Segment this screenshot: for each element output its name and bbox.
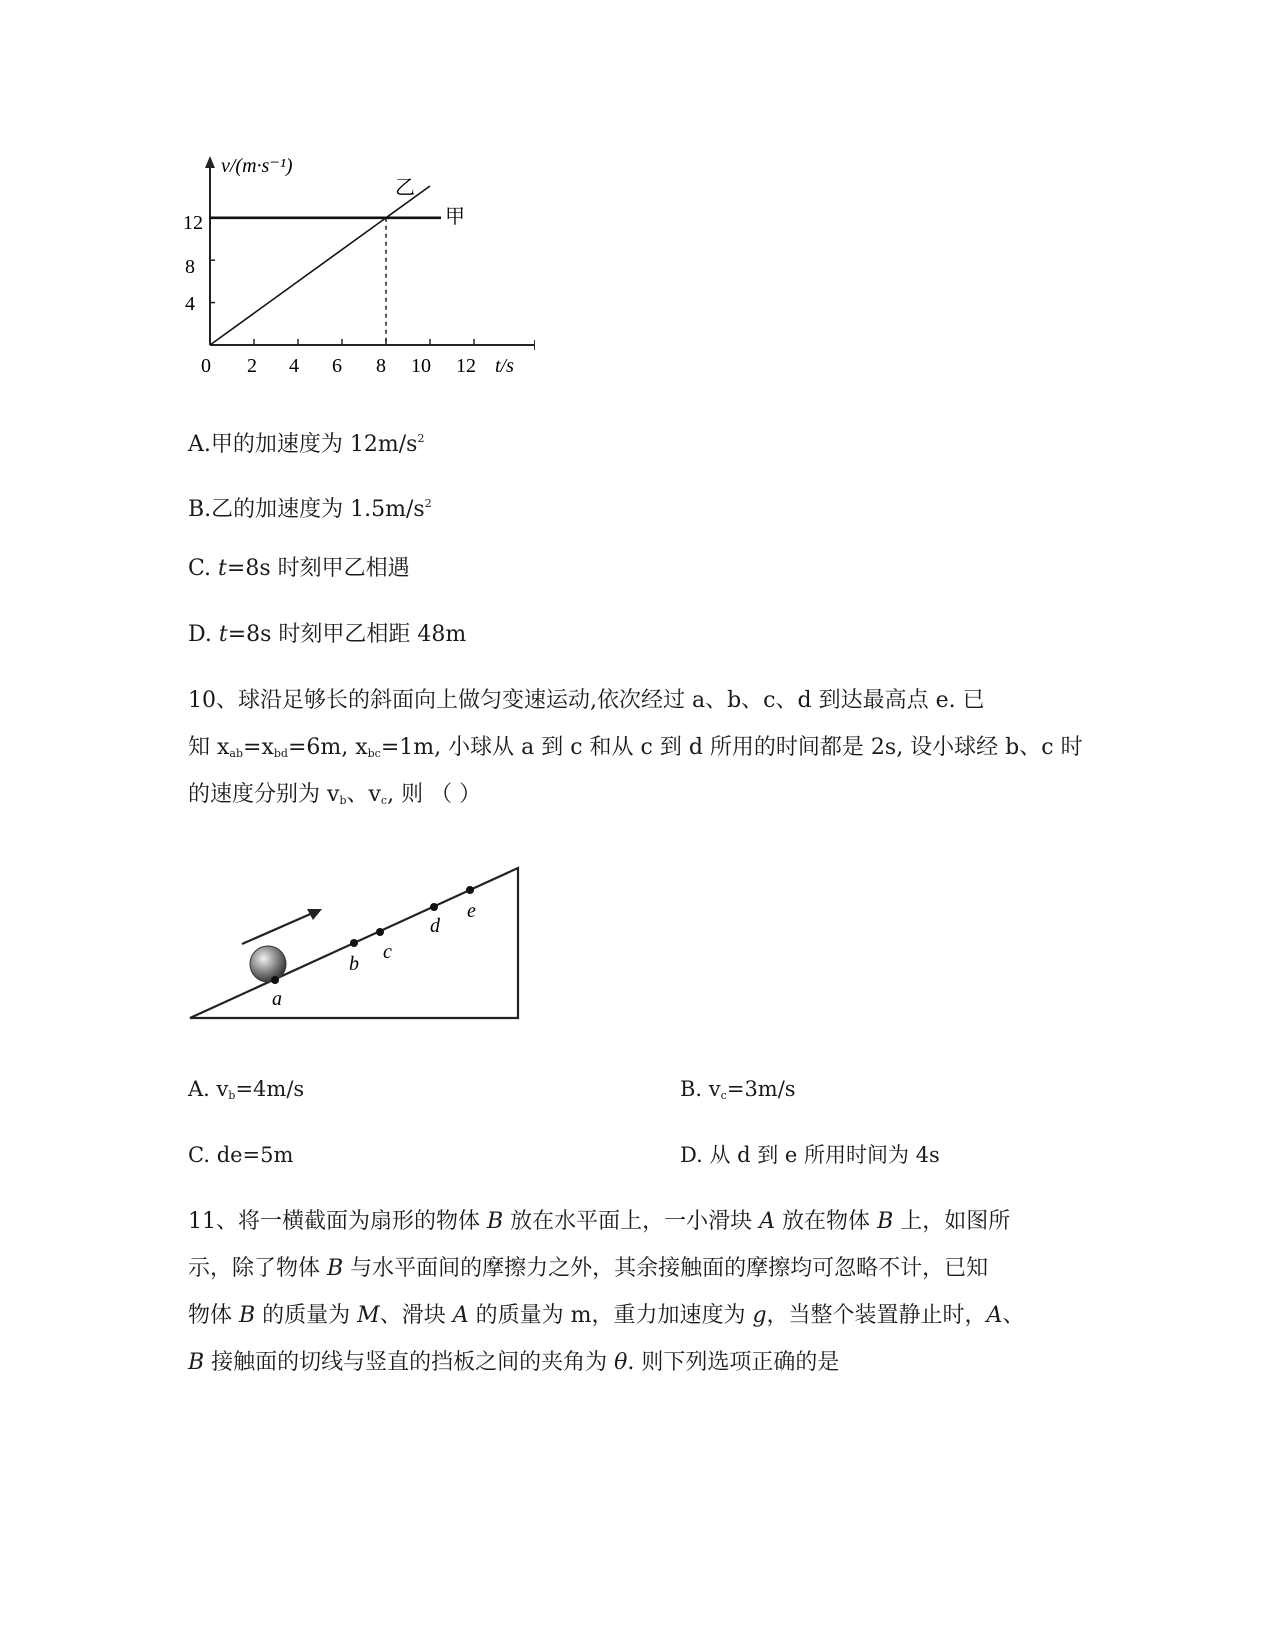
q11-l4-B: B	[188, 1350, 205, 1375]
q10-option-a-post: =4m/s	[235, 1077, 305, 1101]
x-axis-label: t/s	[495, 355, 514, 377]
q9-option-a-letter: A.	[188, 432, 211, 457]
q11-l3-g: g	[752, 1303, 767, 1328]
q10-l2-a: 知 x	[188, 735, 230, 760]
q11-line-2	[188, 1254, 988, 1284]
q9-option-c-text: =8s 时刻甲乙相遇	[226, 556, 410, 581]
x-tick-10: 10	[411, 355, 431, 377]
q9-option-b	[188, 489, 432, 525]
q10-option-c-letter: C.	[188, 1143, 210, 1167]
q11-l3-A2: A	[986, 1303, 1003, 1328]
y-axis-label: v/(m·s⁻¹)	[221, 155, 293, 177]
q9-option-d-letter: D.	[188, 622, 212, 647]
q10-line-1: 10、球沿足够长的斜面向上做匀变速运动,依次经过 a、b、c、d 到达最高点 e. 已	[188, 688, 985, 713]
q11-l2-B: B	[327, 1256, 344, 1281]
q11-l1-c: 放在物体	[775, 1209, 878, 1234]
q9-option-a-text: 甲的加速度为 12m/s	[210, 432, 418, 457]
q11-line-4	[188, 1348, 839, 1378]
label-d: d	[430, 915, 440, 937]
q10-l3-c: , 则 （ ）	[387, 782, 482, 807]
q10-sub-c: c	[380, 794, 388, 807]
point-c	[376, 928, 384, 936]
q11-l1-B1: B	[487, 1209, 504, 1234]
q9-option-c-var: t	[218, 556, 227, 581]
y-axis-arrow	[205, 156, 215, 168]
q11-l2-b: 与水平面间的摩擦力之外，其余接触面的摩擦均可忽略不计，已知	[343, 1256, 989, 1281]
q10-option-b-sub: c	[720, 1089, 727, 1102]
y-tick-8: 8	[185, 256, 195, 278]
series-line-yi	[210, 186, 430, 345]
q10-sub-ab: ab	[229, 747, 244, 760]
q11-l3-b: 的质量为	[255, 1303, 358, 1328]
q10-l2-c: =6m, x	[287, 735, 368, 760]
label-a: a	[272, 988, 282, 1010]
q9-option-a	[188, 424, 424, 460]
q10-sub-bc: bc	[367, 747, 381, 760]
q11-l3-a: 物体	[188, 1303, 239, 1328]
q9-option-c-letter: C.	[188, 556, 212, 581]
q11-l1-a: 11、将一横截面为扇形的物体	[188, 1209, 487, 1234]
q9-option-b-letter: B.	[188, 497, 212, 522]
q10-l3-b: 、v	[346, 782, 381, 807]
q11-l1-b: 放在水平面上，一小滑块	[503, 1209, 760, 1234]
x-tick-0: 0	[201, 355, 211, 377]
q11-l4-b: . 则下列选项正确的是	[627, 1350, 840, 1375]
point-e	[466, 886, 474, 894]
q11-l2-a: 示，除了物体	[188, 1256, 327, 1281]
motion-arrow	[242, 912, 315, 944]
q11-line-3	[188, 1301, 1024, 1331]
q9-option-a-sup: 2	[417, 432, 425, 445]
label-c: c	[383, 941, 392, 963]
x-tick-12: 12	[456, 355, 476, 377]
label-b: b	[349, 953, 359, 975]
q9-option-d	[188, 620, 466, 650]
q9-option-d-var: t	[218, 622, 228, 647]
q11-l4-theta: θ	[614, 1350, 628, 1375]
x-tick-2: 2	[247, 355, 257, 377]
q11-l3-e: ，当整个装置静止时，	[766, 1303, 987, 1328]
q10-option-b-letter: B.	[680, 1077, 703, 1101]
x-tick-4: 4	[289, 355, 299, 377]
ball	[250, 946, 286, 982]
q11-line-1	[188, 1207, 1010, 1237]
q10-option-b	[680, 1074, 796, 1111]
incline-diagram	[180, 860, 530, 1030]
series-label-yi: 乙	[395, 177, 415, 199]
q10-option-a	[188, 1074, 304, 1111]
q11-l3-M: M	[357, 1303, 380, 1328]
q10-option-b-pre: v	[708, 1077, 721, 1101]
q11-l4-a: 接触面的切线与竖直的挡板之间的夹角为	[204, 1350, 615, 1375]
q10-l2-d: =1m, 小球从 a 到 c 和从 c 到 d 所用的时间都是 2s, 设小球经 b、c 时	[380, 735, 1083, 760]
q10-option-d	[680, 1140, 940, 1170]
q10-option-a-sub: b	[228, 1089, 236, 1102]
q11-l3-d: 的质量为 m，重力加速度为	[468, 1303, 753, 1328]
q11-l1-A1: A	[759, 1209, 776, 1234]
point-a	[271, 976, 279, 984]
q10-option-c-text: de=5m	[216, 1143, 294, 1167]
point-b	[350, 939, 358, 947]
q10-l3-a: 的速度分别为 v	[188, 782, 340, 807]
series-label-jia: 甲	[445, 206, 465, 228]
q10-line-3	[188, 780, 481, 816]
q10-option-a-letter: A.	[188, 1077, 210, 1101]
q9-option-d-text: =8s 时刻甲乙相距 48m	[227, 622, 467, 647]
y-tick-12: 12	[183, 212, 203, 234]
q11-l3-c: 、滑块	[379, 1303, 453, 1328]
q9-option-b-text: 乙的加速度为 1.5m/s	[211, 497, 425, 522]
q10-option-c	[188, 1140, 293, 1170]
q11-l3-B: B	[239, 1303, 256, 1328]
y-tick-4: 4	[185, 293, 195, 315]
q10-l2-b: =x	[243, 735, 274, 760]
q11-l1-B2: B	[877, 1209, 894, 1234]
q10-sub-bd: bd	[273, 747, 288, 760]
q11-l3-A: A	[452, 1303, 469, 1328]
x-tick-8: 8	[376, 355, 386, 377]
q10-option-d-letter: D.	[680, 1143, 703, 1167]
q10-line-2	[188, 733, 1083, 769]
x-tick-6: 6	[332, 355, 342, 377]
vt-chart	[175, 150, 535, 390]
point-d	[430, 903, 438, 911]
q10-option-d-text: 从 d 到 e 所用时间为 4s	[709, 1143, 940, 1167]
q10-option-a-pre: v	[216, 1077, 229, 1101]
q11-l1-d: 上，如图所	[893, 1209, 1011, 1234]
q11-l3-f: 、	[1002, 1303, 1025, 1328]
q9-option-b-sup: 2	[424, 497, 432, 510]
x-axis-arrow	[534, 340, 535, 350]
q10-sub-b: b	[339, 794, 347, 807]
q9-option-c	[188, 554, 410, 584]
label-e: e	[467, 900, 476, 922]
q10-option-b-post: =3m/s	[726, 1077, 796, 1101]
